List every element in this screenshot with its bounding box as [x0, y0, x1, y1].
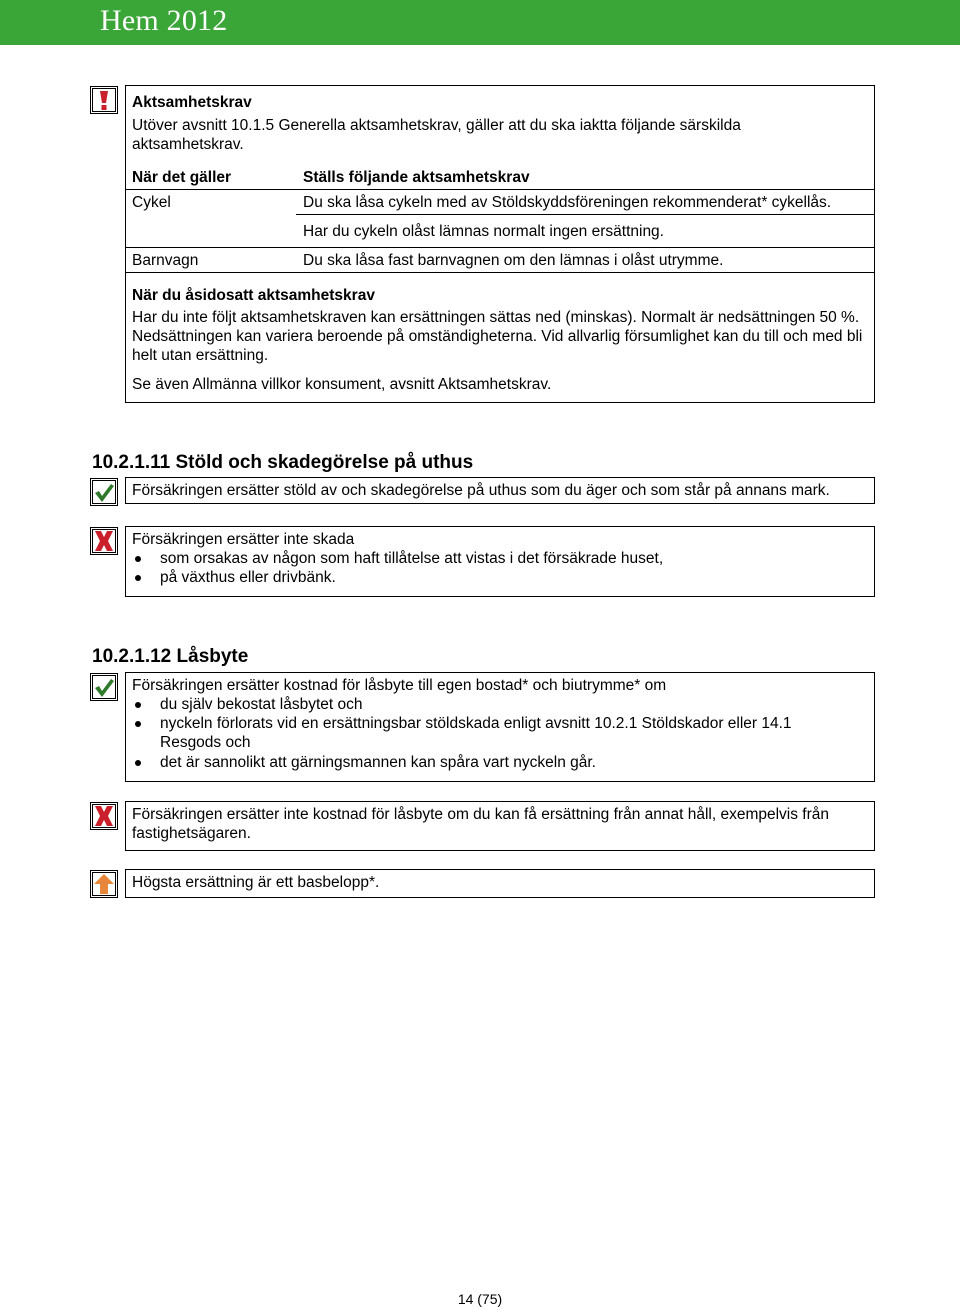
- header-bar: [0, 0, 960, 45]
- section-heading: 10.2.1.12 Låsbyte: [92, 646, 249, 667]
- table-divider: [126, 189, 874, 190]
- disregard-heading: När du åsidosatt aktsamhetskrav: [132, 287, 375, 304]
- arrow-up-icon: [90, 870, 118, 898]
- see-also-text: Se även Allmänna villkor konsument, avsnitt Aktsamhetskrav.: [132, 376, 552, 393]
- table-divider: [126, 247, 874, 248]
- table-divider: [296, 214, 874, 215]
- section-heading: 10.2.1.11 Stöld och skadegörelse på uthus: [92, 452, 474, 473]
- bullet: [135, 575, 141, 581]
- not-covered-text: Försäkringen ersätter inte kostnad för låsbyte om du kan få ersättning från annat håll, exempelvis från fastighetsägaren.: [132, 806, 830, 842]
- disregard-text: Har du inte följt aktsamhetskraven kan ersättningen sättas ned (minskas). Normalt är nedsättningen 50 %. Nedsättningen kan variera beroende på omständigheterna. Vid allvarlig försumlighet kan du till och med bli helt utan ersättning.: [132, 309, 863, 364]
- aktsamhet-intro: Utöver avsnitt 10.1.5 Generella aktsamhetskrav, gäller att du ska iaktta följande särskilda aktsamhetskrav.: [132, 117, 741, 153]
- page-number: 14 (75): [457, 1291, 503, 1307]
- limit-box: [125, 869, 875, 898]
- limit-text: Högsta ersättning är ett basbelopp*.: [132, 874, 380, 891]
- table-cell-item: Cykel: [132, 194, 171, 211]
- not-covered-box: [125, 801, 875, 851]
- bullet: [135, 702, 141, 708]
- table-cell-requirement: Har du cykeln olåst lämnas normalt ingen ersättning.: [303, 223, 664, 240]
- table-divider: [126, 272, 874, 273]
- document-title: Hem 2012: [100, 4, 228, 37]
- list-item: som orsakas av någon som haft tillåtelse att vistas i det försäkrade huset,: [160, 550, 664, 567]
- exclamation-icon: [90, 86, 118, 114]
- table-cell-item: Barnvagn: [132, 252, 199, 269]
- table-header-item: När det gäller: [132, 169, 232, 186]
- list-item: du själv bekostat låsbytet och: [160, 696, 363, 713]
- list-item: nyckeln förlorats vid en ersättningsbar stöldskada enligt avsnitt 10.2.1 Stöldskador eller 14.1 Resgods och: [160, 715, 792, 751]
- aktsamhet-heading: Aktsamhetskrav: [132, 94, 252, 111]
- table-header-requirement: Ställs följande aktsamhetskrav: [303, 169, 530, 186]
- checkmark-icon: [90, 673, 118, 701]
- aktsamhet-box: [125, 85, 875, 403]
- cross-icon: [90, 527, 118, 555]
- not-covered-intro: Försäkringen ersätter inte skada: [132, 531, 355, 548]
- covered-intro: Försäkringen ersätter kostnad för låsbyte till egen bostad* och biutrymme* om: [132, 677, 667, 694]
- not-covered-box: [125, 526, 875, 597]
- cross-icon: [90, 802, 118, 830]
- covered-box: [125, 672, 875, 782]
- bullet: [135, 721, 141, 727]
- list-item: på växthus eller drivbänk.: [160, 569, 336, 586]
- covered-text: Försäkringen ersätter stöld av och skadegörelse på uthus som du äger och som står på annans mark.: [132, 482, 830, 499]
- bullet: [135, 760, 141, 766]
- table-cell-requirement: Du ska låsa cykeln med av Stöldskyddsföreningen rekommenderat* cykellås.: [303, 194, 832, 211]
- covered-box: [125, 477, 875, 504]
- bullet: [135, 556, 141, 562]
- list-item: det är sannolikt att gärningsmannen kan spåra vart nyckeln går.: [160, 754, 596, 771]
- table-cell-requirement: Du ska låsa fast barnvagnen om den lämnas i olåst utrymme.: [303, 252, 724, 269]
- checkmark-icon: [90, 478, 118, 506]
